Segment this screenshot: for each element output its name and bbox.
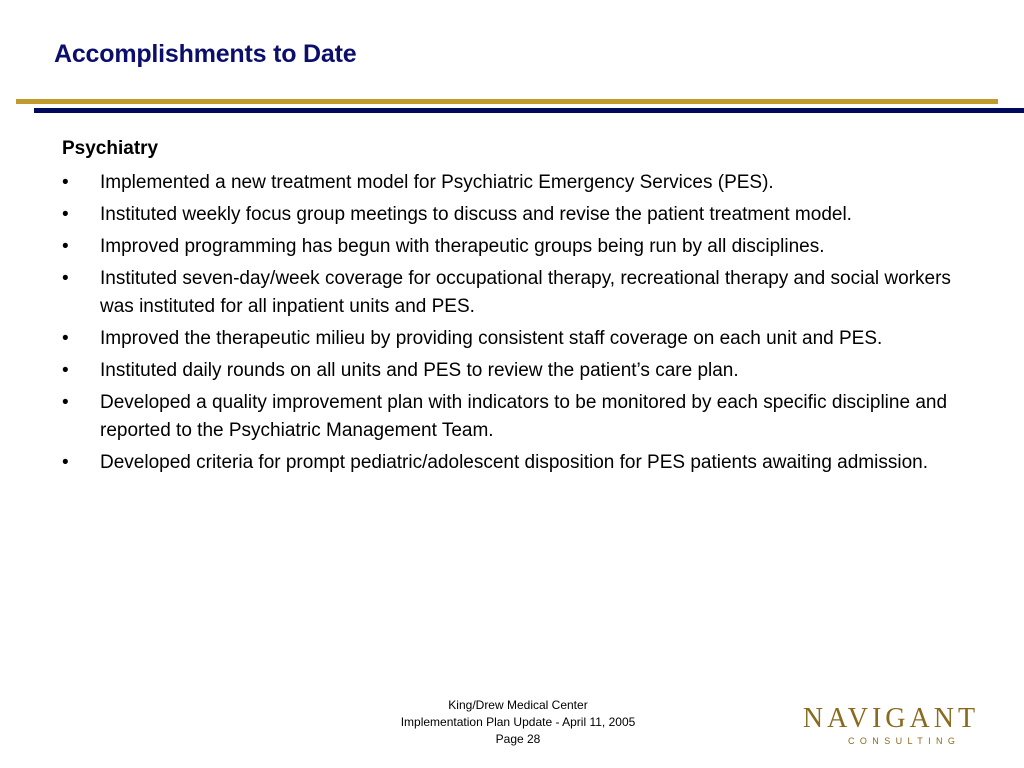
bullet-item — [62, 233, 962, 261]
bullet-icon: • — [62, 268, 69, 289]
slide-footer — [340, 697, 696, 748]
bullet-text: Improved programming has begun with therapeutic groups being run by all disciplines. — [100, 236, 825, 257]
bullet-item — [62, 169, 962, 197]
bullet-text: Instituted daily rounds on all units and PES to review the patient’s care plan. — [100, 360, 739, 381]
bullet-icon: • — [62, 236, 69, 257]
bullet-icon: • — [62, 172, 69, 193]
bullet-icon: • — [62, 452, 69, 473]
bullet-item — [62, 449, 962, 477]
bullet-icon: • — [62, 328, 69, 349]
footer-organization: King/Drew Medical Center — [448, 698, 588, 712]
bullet-item — [62, 265, 962, 321]
bullet-item — [62, 357, 962, 385]
bullet-item — [62, 389, 962, 445]
page-number: Page 28 — [495, 732, 541, 746]
bullet-item — [62, 325, 962, 353]
bullet-icon: • — [62, 360, 69, 381]
bullet-list — [62, 169, 962, 477]
bullet-icon: • — [62, 204, 69, 225]
slide-title: Accomplishments to Date — [54, 40, 357, 68]
gold-divider — [16, 99, 998, 104]
bullet-text: Developed criteria for prompt pediatric/adolescent disposition for PES patients awaiting admission. — [100, 452, 928, 473]
bullet-text: Instituted weekly focus group meetings to discuss and revise the patient treatment model. — [100, 204, 852, 225]
bullet-text: Developed a quality improvement plan with indicators to be monitored by each specific discipline and reported to the Psychiatric Management Team. — [100, 392, 948, 441]
slide-body — [62, 138, 962, 481]
bullet-text: Improved the therapeutic milieu by providing consistent staff coverage on each unit and PES. — [100, 328, 883, 349]
bullet-text: Instituted seven-day/week coverage for occupational therapy, recreational therapy and social workers was instituted for all inpatient units and PES. — [100, 268, 951, 317]
section-heading: Psychiatry — [62, 138, 159, 159]
navy-divider — [34, 108, 1024, 113]
footer-subtitle: Implementation Plan Update - April 11, 2005 — [400, 715, 636, 729]
logo-wordmark: NAVIGANT — [802, 703, 980, 734]
bullet-icon: • — [62, 392, 69, 413]
bullet-text: Implemented a new treatment model for Psychiatric Emergency Services (PES). — [100, 172, 774, 193]
navigant-logo — [800, 703, 982, 751]
logo-subtitle: CONSULTING — [848, 736, 961, 746]
bullet-item — [62, 201, 962, 229]
